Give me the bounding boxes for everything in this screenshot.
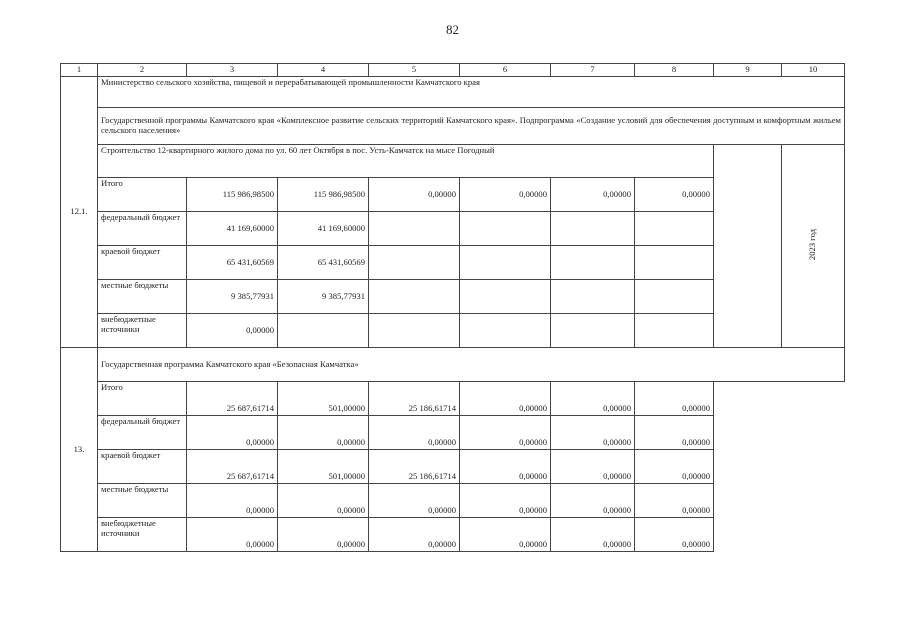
object-row [61,145,845,178]
cell-value: 0,00000 [635,450,714,484]
cell-value: 0,00000 [278,518,369,552]
row-label: федеральный бюджет [98,416,187,450]
section-number: 13. [61,348,98,552]
row-label: внебюджетные источники [98,518,187,552]
program-name: Государственная программа Камчатского края «Безопасная Камчатка» [98,348,845,382]
cell-value: 25 186,61714 [369,450,460,484]
cell-value: 0,00000 [187,518,278,552]
cell-value: 0,00000 [551,484,635,518]
cell-value: 0,00000 [369,178,460,212]
cell-value: 0,00000 [278,416,369,450]
cell-value [369,246,460,280]
row-label: Итого [98,178,187,212]
table-row [61,382,845,416]
cell-value [460,246,551,280]
cell-value: 0,00000 [187,416,278,450]
column-header: 9 [714,64,782,77]
column-header: 8 [635,64,714,77]
cell-value [551,280,635,314]
cell-value: 0,00000 [369,518,460,552]
cell-value: 65 431,60569 [187,246,278,280]
cell-value: 0,00000 [460,382,551,416]
cell-value [278,314,369,348]
cell-value: 65 431,60569 [278,246,369,280]
cell-value: 0,00000 [551,450,635,484]
cell-value: 0,00000 [460,416,551,450]
cell-value [635,314,714,348]
cell-value: 501,00000 [278,382,369,416]
cell-value: 0,00000 [635,178,714,212]
cell-value: 41 169,60000 [187,212,278,246]
program-row [61,108,845,145]
section-number: 12.1. [61,77,98,348]
cell-value: 115 986,98500 [187,178,278,212]
cell-value [460,280,551,314]
cell-value [460,212,551,246]
column-header: 1 [61,64,98,77]
cell-value: 25 186,61714 [369,382,460,416]
cell-value: 0,00000 [635,518,714,552]
cell-value: 0,00000 [187,484,278,518]
cell-value [551,246,635,280]
cell-value: 9 385,77931 [278,280,369,314]
row-label: краевой бюджет [98,450,187,484]
cell-value: 115 986,98500 [278,178,369,212]
cell-value: 0,00000 [635,484,714,518]
cell-value [369,314,460,348]
cell-value: 25 687,61714 [187,382,278,416]
column-header: 2 [98,64,187,77]
column-header: 7 [551,64,635,77]
empty-cell [714,382,845,552]
budget-table [60,63,845,552]
year-cell [782,145,845,348]
cell-value [635,246,714,280]
cell-value: 0,00000 [369,416,460,450]
cell-value: 0,00000 [460,484,551,518]
cell-value: 9 385,77931 [187,280,278,314]
cell-value [635,212,714,246]
cell-value [551,314,635,348]
cell-value [635,280,714,314]
column-number-row [61,64,845,77]
row-label: местные бюджеты [98,280,187,314]
cell-value: 0,00000 [551,178,635,212]
column-header: 4 [278,64,369,77]
year-label: 2023 год [807,229,818,261]
cell-value: 0,00000 [460,178,551,212]
cell-value: 0,00000 [460,450,551,484]
cell-value: 0,00000 [187,314,278,348]
cell-value: 0,00000 [551,518,635,552]
cell-value [369,280,460,314]
cell-value: 41 169,60000 [278,212,369,246]
row-label: внебюджетные источники [98,314,187,348]
row-label: Итого [98,382,187,416]
object-name: Строительство 12-квартирного жилого дома по ул. 60 лет Октября в пос. Усть-Камчатск на мысе Погодный [98,145,714,178]
cell-value: 0,00000 [369,484,460,518]
column-header: 3 [187,64,278,77]
column-header: 10 [782,64,845,77]
cell-value: 0,00000 [551,416,635,450]
cell-value: 25 687,61714 [187,450,278,484]
cell-value: 0,00000 [551,382,635,416]
cell-value [460,314,551,348]
ministry-row [61,77,845,108]
program-row [61,348,845,382]
row-label: краевой бюджет [98,246,187,280]
row-label: федеральный бюджет [98,212,187,246]
ministry-name: Министерство сельского хозяйства, пищевой и перерабатывающей промышленности Камчатского края [98,77,845,108]
row-label: местные бюджеты [98,484,187,518]
column-9-cell [714,145,782,348]
cell-value: 501,00000 [278,450,369,484]
page-number: 82 [446,22,459,37]
cell-value: 0,00000 [278,484,369,518]
cell-value: 0,00000 [635,416,714,450]
cell-value [551,212,635,246]
column-header: 5 [369,64,460,77]
cell-value [369,212,460,246]
cell-value: 0,00000 [460,518,551,552]
column-header: 6 [460,64,551,77]
program-name: Государственной программы Камчатского края «Комплексное развитие сельских территорий Камчатского края». Подпрограмма «Создание условий для обеспечения доступным и комфортным жильем сельского населения» [98,108,845,145]
cell-value: 0,00000 [635,382,714,416]
